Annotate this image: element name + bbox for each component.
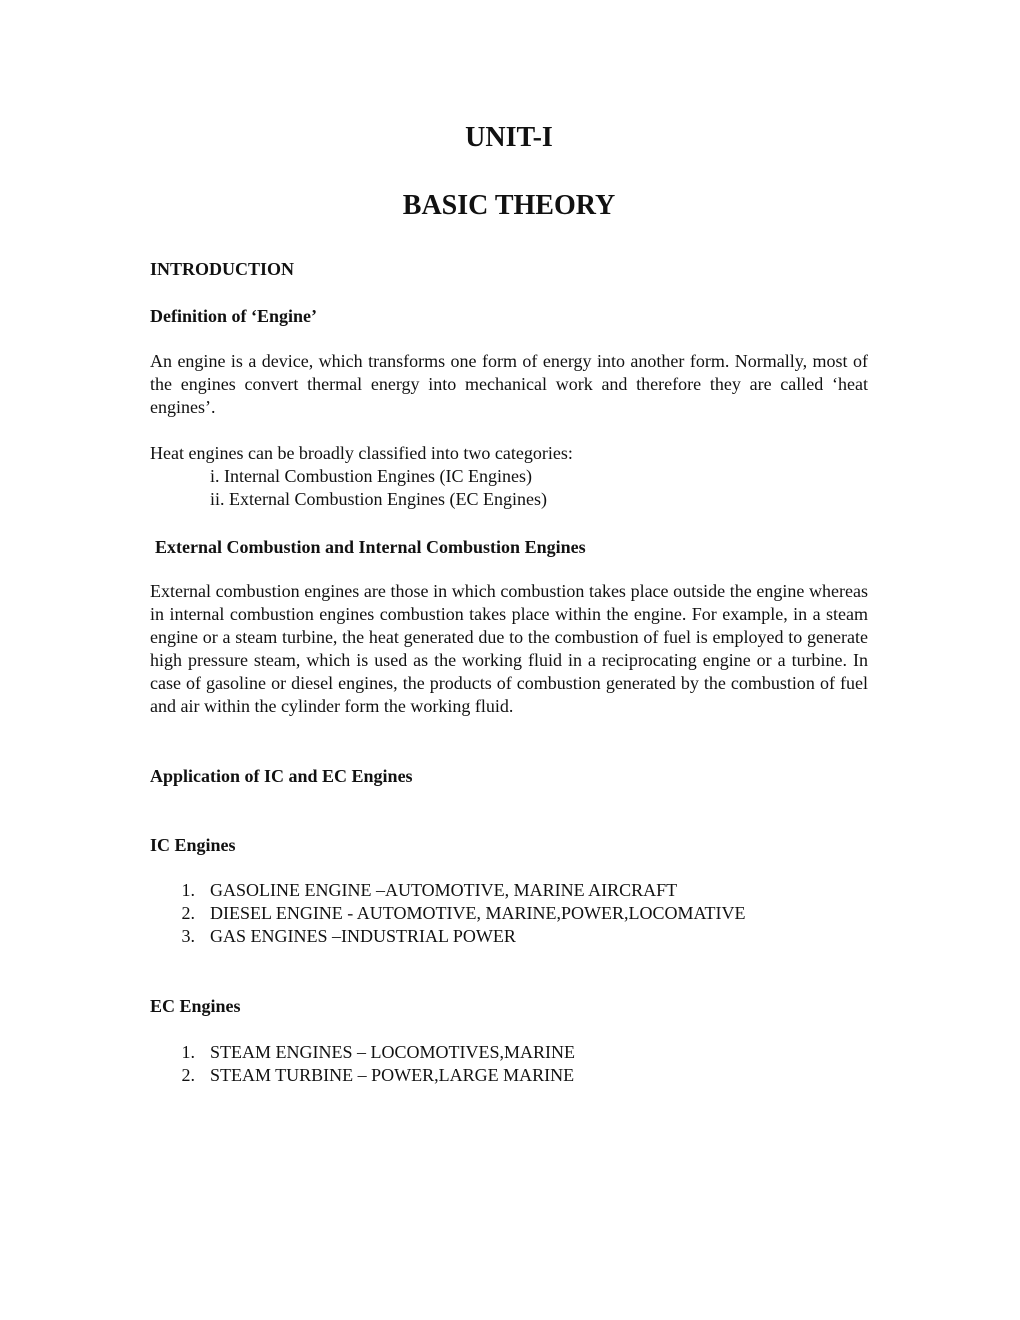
list-number: 2. (181, 903, 195, 923)
classification-list (210, 465, 547, 511)
list-item: ii. External Combustion Engines (EC Engines) (210, 489, 547, 509)
application-heading: Application of IC and EC Engines (150, 766, 413, 786)
list-number: 3. (181, 926, 195, 946)
list-item (150, 879, 745, 902)
ec-ic-heading: External Combustion and Internal Combustion Engines (155, 537, 586, 557)
list-item (150, 902, 745, 925)
ic-engines-list (150, 879, 745, 948)
ec-engines-heading: EC Engines (150, 996, 241, 1016)
ec-ic-paragraph: External combustion engines are those in which combustion takes place outside the engine whereas in internal combustion engines combustion takes place within the engine. For example, in a steam engine or a steam turbine, the heat generated due to the combustion of fuel is employed to generate high pressure steam, which is used as the working fluid in a reciprocating engine or a turbine. In case of gasoline or diesel engines, the products of combustion generated by the combustion of fuel and air within the cylinder form the working fluid. (150, 581, 868, 716)
classification-intro: Heat engines can be broadly classified into two categories: (150, 443, 573, 463)
list-number: 2. (181, 1065, 195, 1085)
list-item (150, 1064, 575, 1087)
definition-heading: Definition of ‘Engine’ (150, 306, 318, 326)
list-text: STEAM ENGINES – LOCOMOTIVES,MARINE (210, 1042, 575, 1062)
list-item (150, 925, 745, 948)
unit-title: UNIT-I (465, 122, 553, 153)
ic-engines-heading: IC Engines (150, 835, 236, 855)
list-text: STEAM TURBINE – POWER,LARGE MARINE (210, 1065, 575, 1085)
ec-engines-list (150, 1041, 575, 1087)
list-text: GAS ENGINES –INDUSTRIAL POWER (210, 926, 516, 946)
introduction-heading: INTRODUCTION (150, 259, 295, 279)
definition-paragraph: An engine is a device, which transforms one form of energy into another form. Normally, most of the engines convert thermal energy into mechanical work and therefore they are called ‘heat engines’. (150, 351, 868, 417)
list-item (150, 1041, 575, 1064)
list-number: 1. (181, 880, 195, 900)
main-title: BASIC THEORY (402, 190, 616, 221)
list-text: DIESEL ENGINE - AUTOMOTIVE, MARINE,POWER,LOCOMATIVE (210, 903, 746, 923)
list-item: i. Internal Combustion Engines (IC Engines) (210, 466, 532, 486)
list-number: 1. (181, 1042, 195, 1062)
list-text: GASOLINE ENGINE –AUTOMOTIVE, MARINE AIRCRAFT (210, 880, 678, 900)
